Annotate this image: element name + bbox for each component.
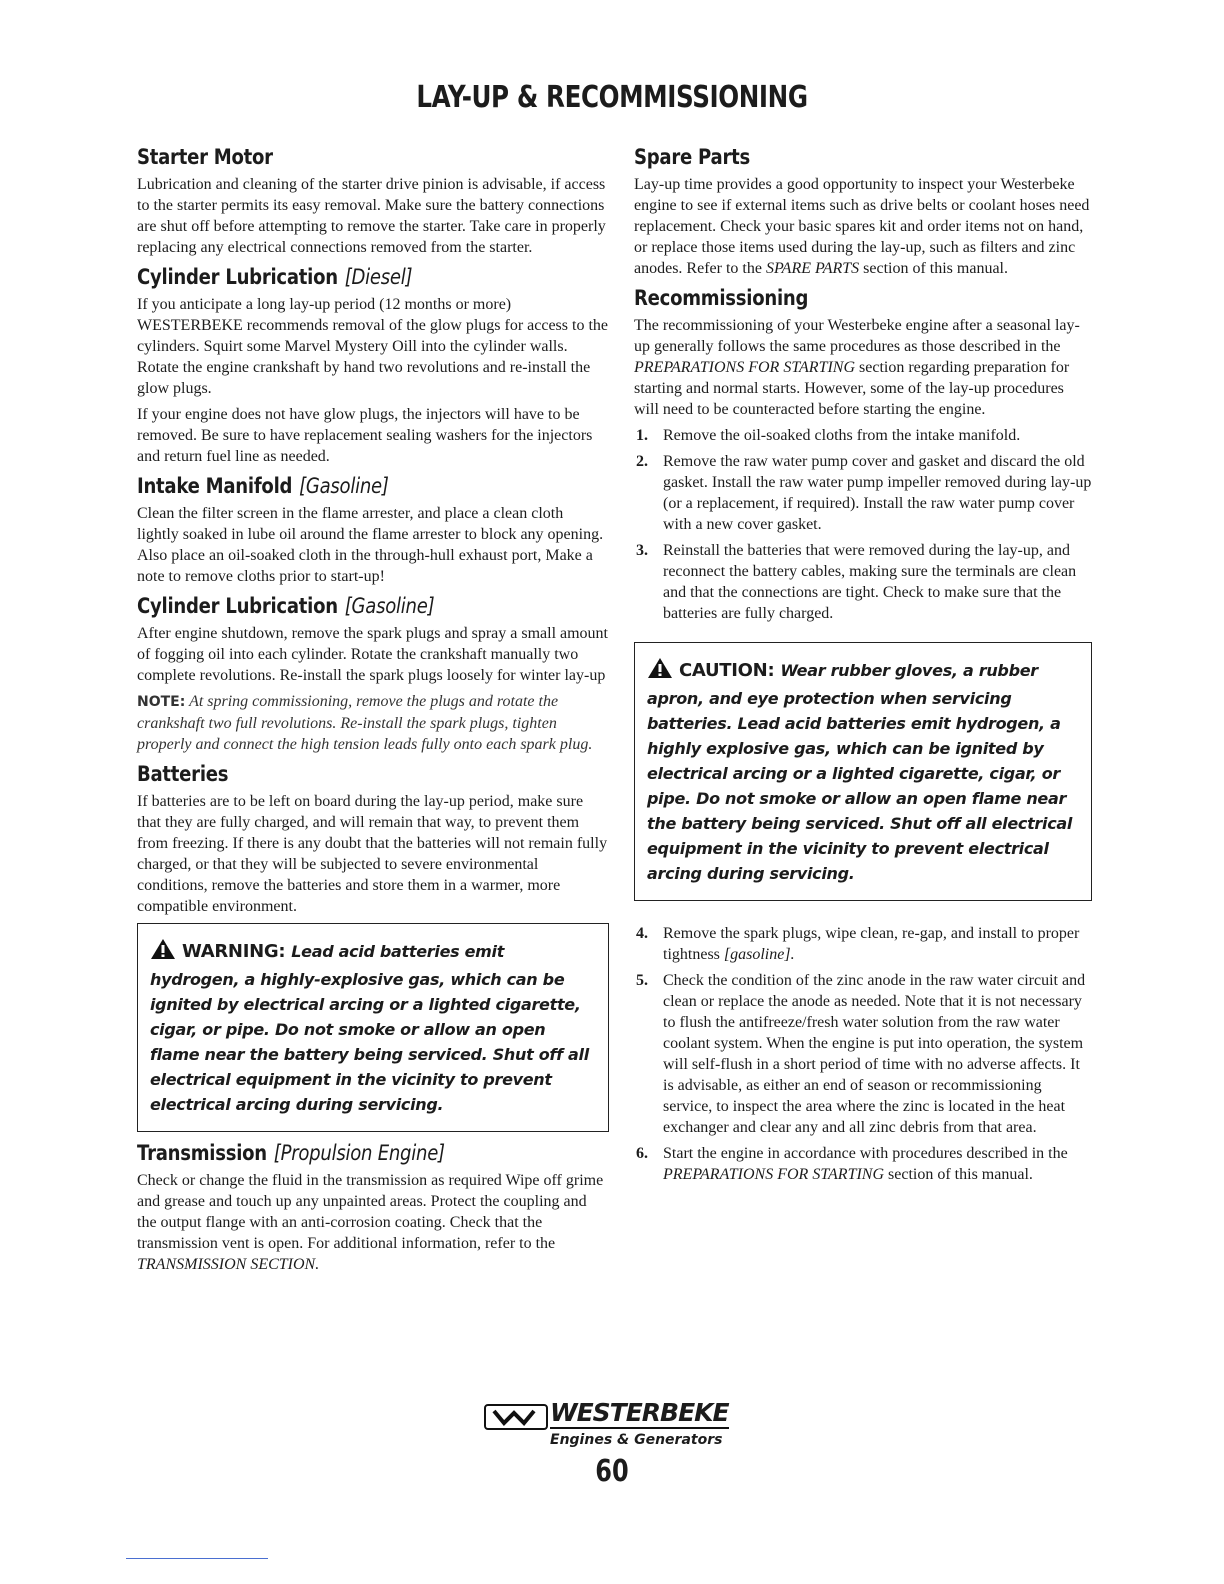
caution-box (634, 642, 1092, 901)
footer-rule (126, 1558, 268, 1559)
warning-box (137, 923, 609, 1132)
list-item: 3. Reinstall the batteries that were removed during the lay-up, and reconnect the battery cables, making sure the terminals are clean and that the connections are tight. Check to make sure that the batteries are fully charged. (636, 542, 1077, 622)
westerbeke-logo (484, 1398, 744, 1458)
right-column (634, 138, 1092, 1190)
transmission-section-ref: TRANSMISSION SECTION. (137, 1256, 320, 1273)
note-paragraph (137, 691, 609, 755)
warning-label: WARNING: (182, 941, 286, 962)
transmission-text: Check or change the fluid in the transmission as required Wipe off grime and grease and touch up any unpainted areas. Protect the coupling and the output flange with an anti-corrosion coating. Check that the transmission vent is open. For additional information, refer to the TRANSMISSION SECTION. (137, 1172, 604, 1273)
starter-motor-text: Lubrication and cleaning of the starter drive pinion is advisable, if access to the starter permits its easy removal. Make sure the battery connections are shut off before attempting to remove the starter. Take care in properly replacing any electrical connections removed from the starter. (137, 176, 606, 256)
page-number: 60 (595, 1454, 629, 1489)
spare-parts-ref: SPARE PARTS (765, 260, 860, 277)
note-label: NOTE: (137, 694, 186, 710)
preparations-ref: PREPARATIONS FOR STARTING (634, 359, 856, 376)
left-column (137, 138, 609, 1280)
logo-brand: WESTERBEKE (550, 1398, 729, 1427)
warning-text: Lead acid batteries emit hydrogen, a highly-explosive gas, which can be ignited by electrical arcing or a lighted cigarette, cigar, or pipe. Do not smoke or allow an open flame near the battery being serviced. Shut off all electrical equipment in the vicinity to prevent electrical arcing during servicing. (150, 942, 589, 1114)
cylinder-gasoline-text: After engine shutdown, remove the spark plugs and spray a small amount of fogging oil into each cylinder. Rotate the crankshaft manually two complete revolutions. Re-install the spark plugs loosely for winter lay-up (137, 625, 608, 684)
section-heading-intake-manifold: Intake Manifold [Gasoline] (137, 474, 389, 498)
list-item: 2. Remove the raw water pump cover and gasket and discard the old gasket. Install the raw water pump impeller removed during lay-up (or a replacement, if required). Install the raw water pump cover with a new cover gasket. (636, 453, 1092, 533)
list-item: 1. Remove the oil-soaked cloths from the intake manifold. (636, 427, 1021, 444)
logo-mark-icon (484, 1404, 548, 1430)
section-heading-starter-motor: Starter Motor (137, 145, 273, 169)
page-title: LAY-UP & RECOMMISSIONING (416, 80, 808, 115)
section-heading-spare-parts: Spare Parts (634, 145, 750, 169)
caution-triangle-icon (647, 657, 673, 686)
logo-tagline: Engines & Generators (550, 1432, 723, 1448)
intake-manifold-text: Clean the filter screen in the flame arrester, and place a clean cloth lightly soaked in lube oil around the flame arrester to block any opening. Also place an oil-soaked cloth in the through-hull exhaust port, Make a note to remove cloths prior to start-up! (137, 505, 604, 585)
spare-parts-text: Lay-up time provides a good opportunity to inspect your Westerbeke engine to see if external items such as drive belts or coolant hoses need replacement. Check your basic spares kit and order items not on hand, or replace those items used during the lay-up, such as filters and zinc anodes. Refer to the SPARE PARTS section of this manual. (634, 176, 1090, 277)
list-item: 4. Remove the spark plugs, wipe clean, re-gap, and install to proper tightness [gasoline]. (636, 925, 1080, 963)
cylinder-diesel-text-2: If your engine does not have glow plugs, the injectors will have to be removed. Be sure to have replacement sealing washers for the injectors and return fuel line as needed. (137, 406, 593, 465)
list-item: 5. Check the condition of the zinc anode in the raw water circuit and clean or replace the anode as needed. Note that it is not necessary to flush the antifreeze/fresh water solution from the raw water coolant system. When the engine is put into operation, the system will self-flush in a short period of time with no adverse affects. It is advisable, as either an end of season or recommissioning service, to inspect the area where the zinc is located in the heat exchanger and clear any and all zinc debris from that area. (636, 972, 1086, 1136)
section-heading-batteries: Batteries (137, 762, 229, 786)
steps-list-a (634, 425, 1092, 624)
section-heading-recommissioning: Recommissioning (634, 286, 809, 310)
note-text: At spring commissioning, remove the plugs and rotate the crankshaft two full revolutions. Re-install the spark plugs, tighten properly and connect the high tension leads fully onto each spark plug. (137, 693, 593, 753)
steps-list-b (634, 923, 1092, 1185)
section-heading-transmission: Transmission [Propulsion Engine] (137, 1141, 445, 1165)
list-item: 6. Start the engine in accordance with procedures described in the PREPARATIONS FOR STARTING section of this manual. (636, 1145, 1068, 1183)
caution-text: Wear rubber gloves, a rubber apron, and eye protection when servicing batteries. Lead acid batteries emit hydrogen, a highly explosive gas, which can be ignited by electrical arcing or a lighted cigarette, cigar, or pipe. Do not smoke or allow an open flame near the battery being serviced. Shut off all electrical equipment in the vicinity to prevent electrical arcing during servicing. (647, 661, 1073, 883)
batteries-text: If batteries are to be left on board during the lay-up period, make sure that they are fully charged, and will remain that way, to prevent them from freezing. If there is any doubt that the batteries will not remain fully charged, or that they will be subjected to severe environmental conditions, remove the batteries and store them in a warmer, more compatible environment. (137, 793, 608, 915)
section-heading-cylinder-lubrication-diesel: Cylinder Lubrication [Diesel] (137, 265, 413, 289)
cylinder-diesel-text-1: If you anticipate a long lay-up period (12 months or more) WESTERBEKE recommends removal of the glow plugs for access to the cylinders. Squirt some Marvel Mystery Oill into the cylinder walls. Rotate the engine crankshaft by hand two revolutions and re-install the glow plugs. (137, 296, 608, 397)
warning-triangle-icon (150, 938, 176, 967)
recommissioning-text: The recommissioning of your Westerbeke engine after a seasonal lay-up generally follows the same procedures as those described in the PREPARATIONS FOR STARTING section regarding preparation for starting and normal starts. However, some of the lay-up procedures will need to be counteracted before starting the engine. (634, 317, 1080, 418)
section-heading-cylinder-lubrication-gasoline: Cylinder Lubrication [Gasoline] (137, 594, 435, 618)
caution-label: CAUTION: (679, 660, 775, 681)
